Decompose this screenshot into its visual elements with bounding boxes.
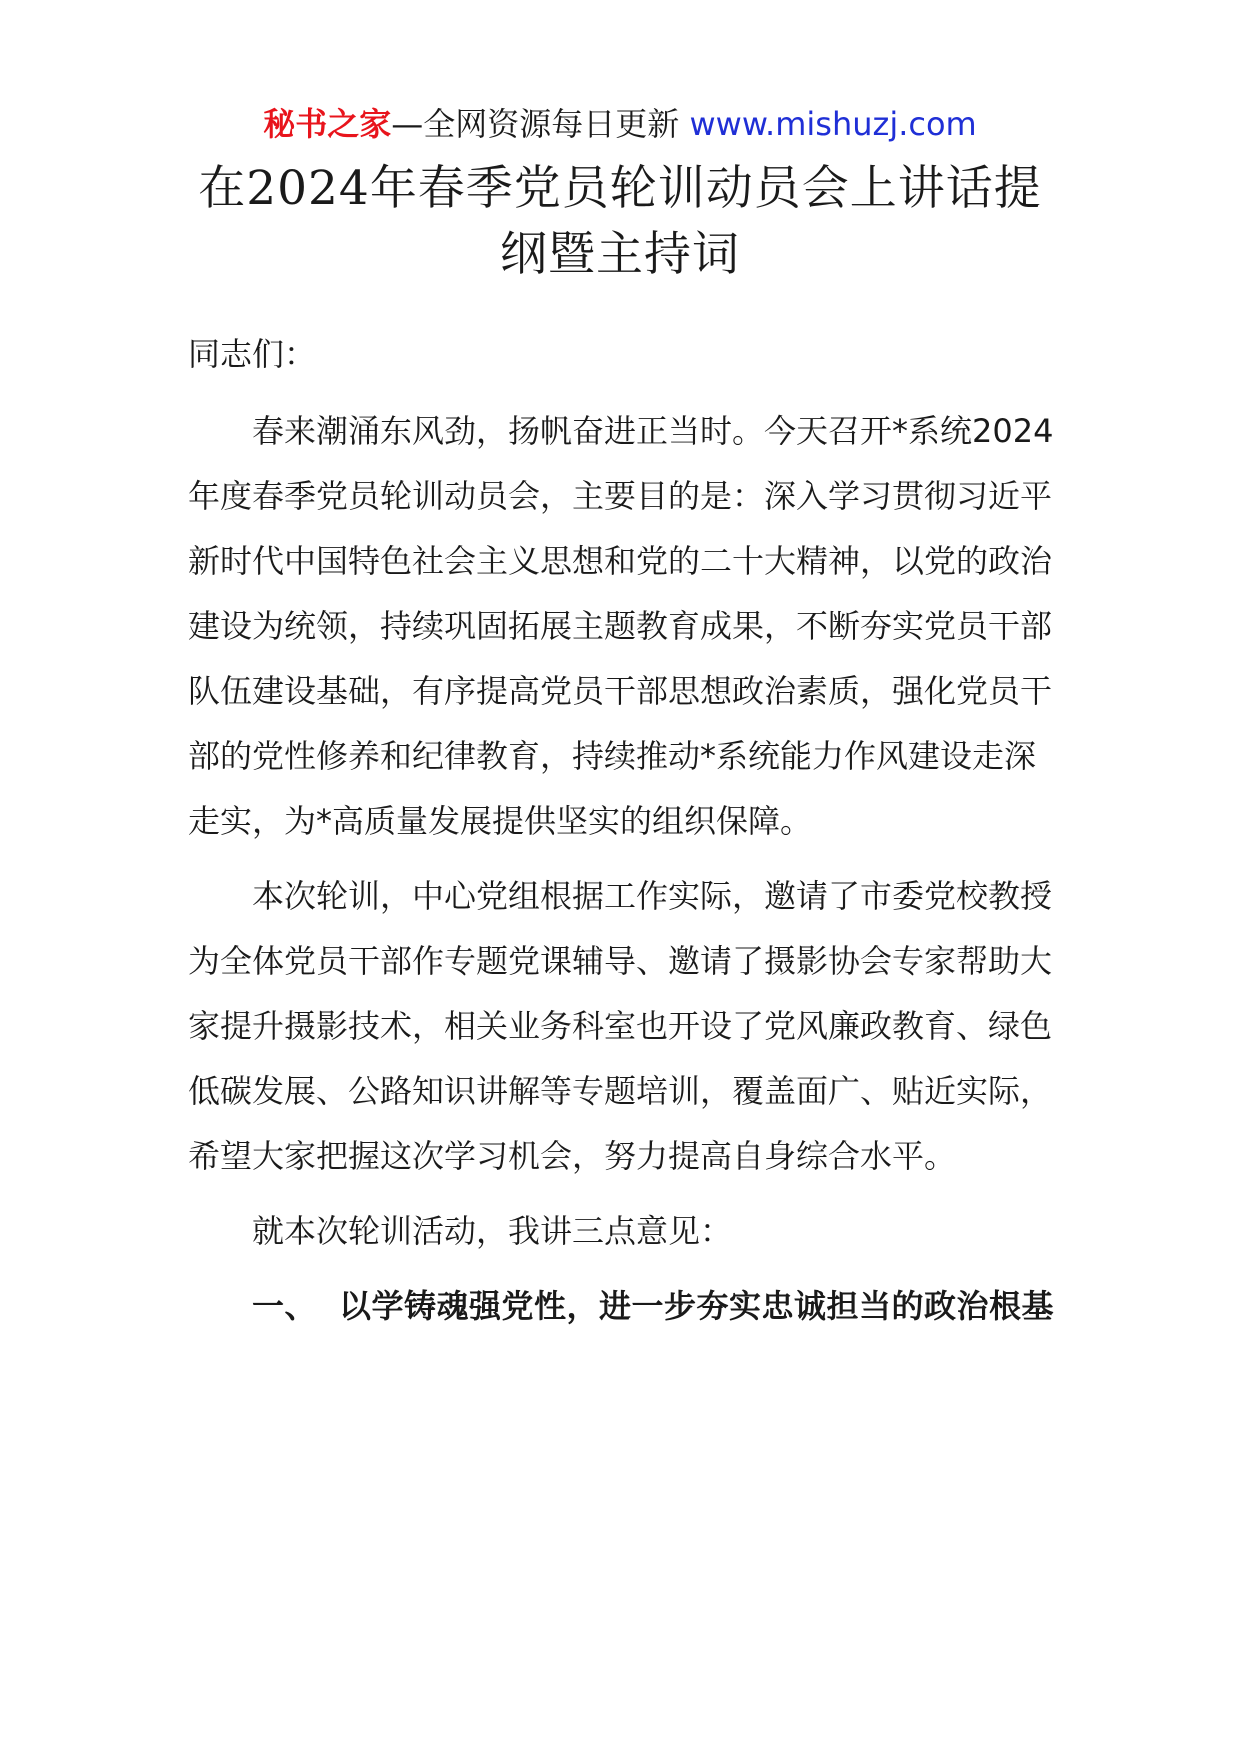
paragraph-1: 春来潮涌东风劲，扬帆奋进正当时。今天召开*系统2024年度春季党员轮训动员会，主要目的是：深入学习贯彻习近平新时代中国特色社会主义思想和党的二十大精神，以党的政治建设为统领，持续巩固拓展主题教育成果，不断夯实党员干部队伍建设基础，有序提高党员干部思想政治素质，强化党员干部的党性修养和纪律教育，持续推动*系统能力作风建设走深走实，为*高质量发展提供坚实的组织保障。 [188, 412, 1054, 840]
greeting: 同志们： [188, 335, 317, 373]
title-year: 2024 [246, 161, 370, 216]
document-title [180, 156, 1060, 288]
title-prefix: 在 [198, 161, 247, 216]
brand-name: 秘书之家 [263, 105, 392, 143]
watermark-header [0, 100, 1240, 148]
section-heading-text: 以学铸魂强党性，进一步夯实忠诚担当的政治根基 [339, 1287, 1055, 1325]
site-url-link[interactable]: www.mishuzj.com [689, 105, 977, 143]
paragraph-2: 本次轮训，中心党组根据工作实际，邀请了市委党校教授为全体党员干部作专题党课辅导、邀请了摄影协会专家帮助大家提升摄影技术，相关业务科室也开设了党风廉政教育、绿色低碳发展、公路知识讲解等专题培训，覆盖面广、贴近实际，希望大家把握这次学习机会，努力提高自身综合水平。 [188, 877, 1053, 1175]
document-body [188, 322, 1058, 1349]
title-rest: 年春季党员轮训动员会上讲话提纲暨主持词 [369, 161, 1042, 282]
section-number: 一、 [252, 1287, 318, 1325]
paragraph-3: 就本次轮训活动，我讲三点意见： [252, 1212, 733, 1250]
section-heading-1 [188, 1274, 1058, 1339]
header-slogan: —全网资源每日更新 [391, 105, 690, 143]
